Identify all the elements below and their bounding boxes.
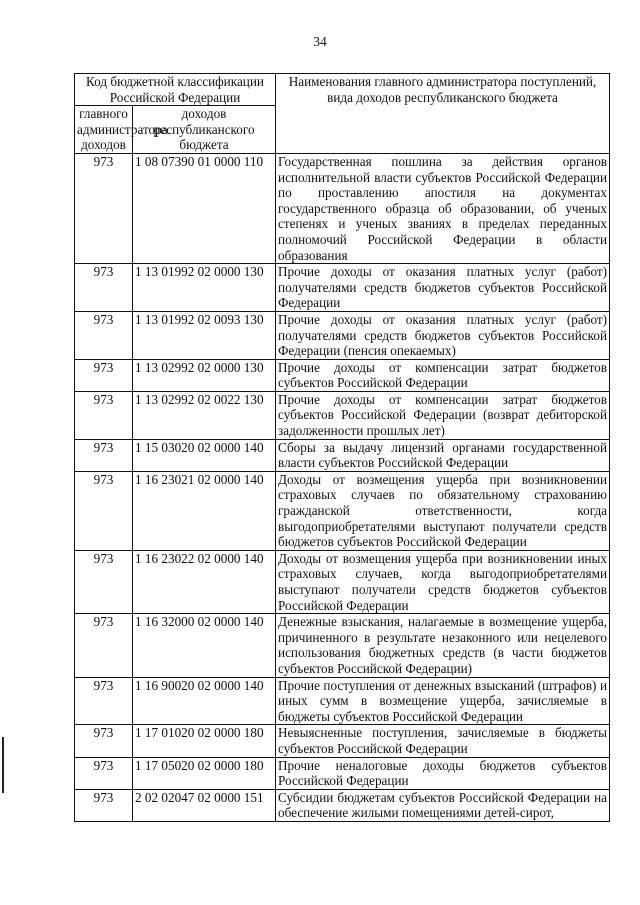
- table-body: [75, 153, 610, 821]
- cell-revenue-code: 1 16 23021 02 0000 140: [133, 471, 276, 550]
- table-header: [75, 74, 610, 154]
- cell-revenue-code: 1 13 01992 02 0093 130: [133, 311, 276, 359]
- table-row: [75, 614, 610, 677]
- table-row: [75, 677, 610, 725]
- cell-revenue-code: 1 16 23022 02 0000 140: [133, 550, 276, 613]
- table-row: [75, 789, 610, 821]
- cell-administrator-code: 973: [75, 550, 133, 613]
- cell-administrator-code: 973: [75, 439, 133, 471]
- cell-revenue-code: 1 16 32000 02 0000 140: [133, 614, 276, 677]
- table-row: [75, 550, 610, 613]
- header-revenue-code: доходов республиканского бюджета: [133, 106, 276, 154]
- cell-administrator-code: 973: [75, 264, 133, 312]
- cell-administrator-code: 973: [75, 359, 133, 391]
- cell-revenue-name: Государственная пошлина за действия органов исполнительной власти субъектов Российской Федерации по проставлению апостиля на документах государственного образца об образовании, об ученых степенях и ученых званиях в пределах переданных полномочий Российской Федерации в области образования: [276, 153, 610, 263]
- cell-administrator-code: 973: [75, 391, 133, 439]
- header-administrator-name: Наименования главного администратора поступлений, вида доходов республиканского бюджета: [276, 74, 610, 154]
- cell-revenue-code: 1 17 01020 02 0000 180: [133, 725, 276, 757]
- page-number: 34: [313, 34, 327, 49]
- cell-revenue-name: Доходы от возмещения ущерба при возникновении иных страховых случаев, когда выгодоприобретателями выступают получатели средств бюджетов субъектов Российской Федерации: [276, 550, 610, 613]
- cell-administrator-code: 973: [75, 789, 133, 821]
- cell-revenue-name: Прочие поступления от денежных взысканий (штрафов) и иных сумм в возмещение ущерба, зачисляемые в бюджеты субъектов Российской Федерации: [276, 677, 610, 725]
- cell-revenue-name: Прочие доходы от компенсации затрат бюджетов субъектов Российской Федерации (возврат дебиторской задолженности прошлых лет): [276, 391, 610, 439]
- header-main-administrator: главного администратора доходов: [75, 106, 133, 154]
- cell-administrator-code: 973: [75, 153, 133, 263]
- budget-classification-table: [74, 73, 610, 822]
- cell-revenue-code: 1 17 05020 02 0000 180: [133, 757, 276, 789]
- table-row: [75, 359, 610, 391]
- cell-revenue-code: 1 08 07390 01 0000 110: [133, 153, 276, 263]
- table-row: [75, 264, 610, 312]
- table-row: [75, 725, 610, 757]
- cell-administrator-code: 973: [75, 677, 133, 725]
- cell-revenue-name: Денежные взыскания, налагаемые в возмещение ущерба, причиненного в результате незаконного или нецелевого использования бюджетных средств (в части бюджетов субъектов Российской Федерации): [276, 614, 610, 677]
- table-row: [75, 757, 610, 789]
- header-classification-code: Код бюджетной классификации Российской Федерации: [75, 74, 276, 106]
- cell-revenue-name: Сборы за выдачу лицензий органами государственной власти субъектов Российской Федерации: [276, 439, 610, 471]
- cell-administrator-code: 973: [75, 471, 133, 550]
- table-row: [75, 471, 610, 550]
- cell-revenue-name: Прочие доходы от оказания платных услуг (работ) получателями средств бюджетов субъектов Российской Федерации (пенсия опекаемых): [276, 311, 610, 359]
- table-row: [75, 391, 610, 439]
- table-row: [75, 153, 610, 263]
- cell-administrator-code: 973: [75, 614, 133, 677]
- table-row: [75, 439, 610, 471]
- cell-revenue-name: Прочие неналоговые доходы бюджетов субъектов Российской Федерации: [276, 757, 610, 789]
- scan-edge-mark: [2, 737, 4, 793]
- cell-administrator-code: 973: [75, 757, 133, 789]
- cell-revenue-code: 1 15 03020 02 0000 140: [133, 439, 276, 471]
- cell-revenue-code: 1 13 02992 02 0000 130: [133, 359, 276, 391]
- cell-administrator-code: 973: [75, 311, 133, 359]
- cell-administrator-code: 973: [75, 725, 133, 757]
- cell-revenue-name: Субсидии бюджетам субъектов Российской Федерации на обеспечение жилыми помещениями детей-сирот,: [276, 789, 610, 821]
- cell-revenue-code: 1 13 02992 02 0022 130: [133, 391, 276, 439]
- cell-revenue-code: 1 16 90020 02 0000 140: [133, 677, 276, 725]
- cell-revenue-name: Невыясненные поступления, зачисляемые в бюджеты субъектов Российской Федерации: [276, 725, 610, 757]
- cell-revenue-code: 1 13 01992 02 0000 130: [133, 264, 276, 312]
- cell-revenue-code: 2 02 02047 02 0000 151: [133, 789, 276, 821]
- cell-revenue-name: Доходы от возмещения ущерба при возникновении страховых случаев по обязательному страхованию гражданской ответственности, когда выгодоприобретателями выступают получатели средств бюджетов субъектов Российской Федерации: [276, 471, 610, 550]
- cell-revenue-name: Прочие доходы от оказания платных услуг (работ) получателями средств бюджетов субъектов Российской Федерации: [276, 264, 610, 312]
- table-row: [75, 311, 610, 359]
- cell-revenue-name: Прочие доходы от компенсации затрат бюджетов субъектов Российской Федерации: [276, 359, 610, 391]
